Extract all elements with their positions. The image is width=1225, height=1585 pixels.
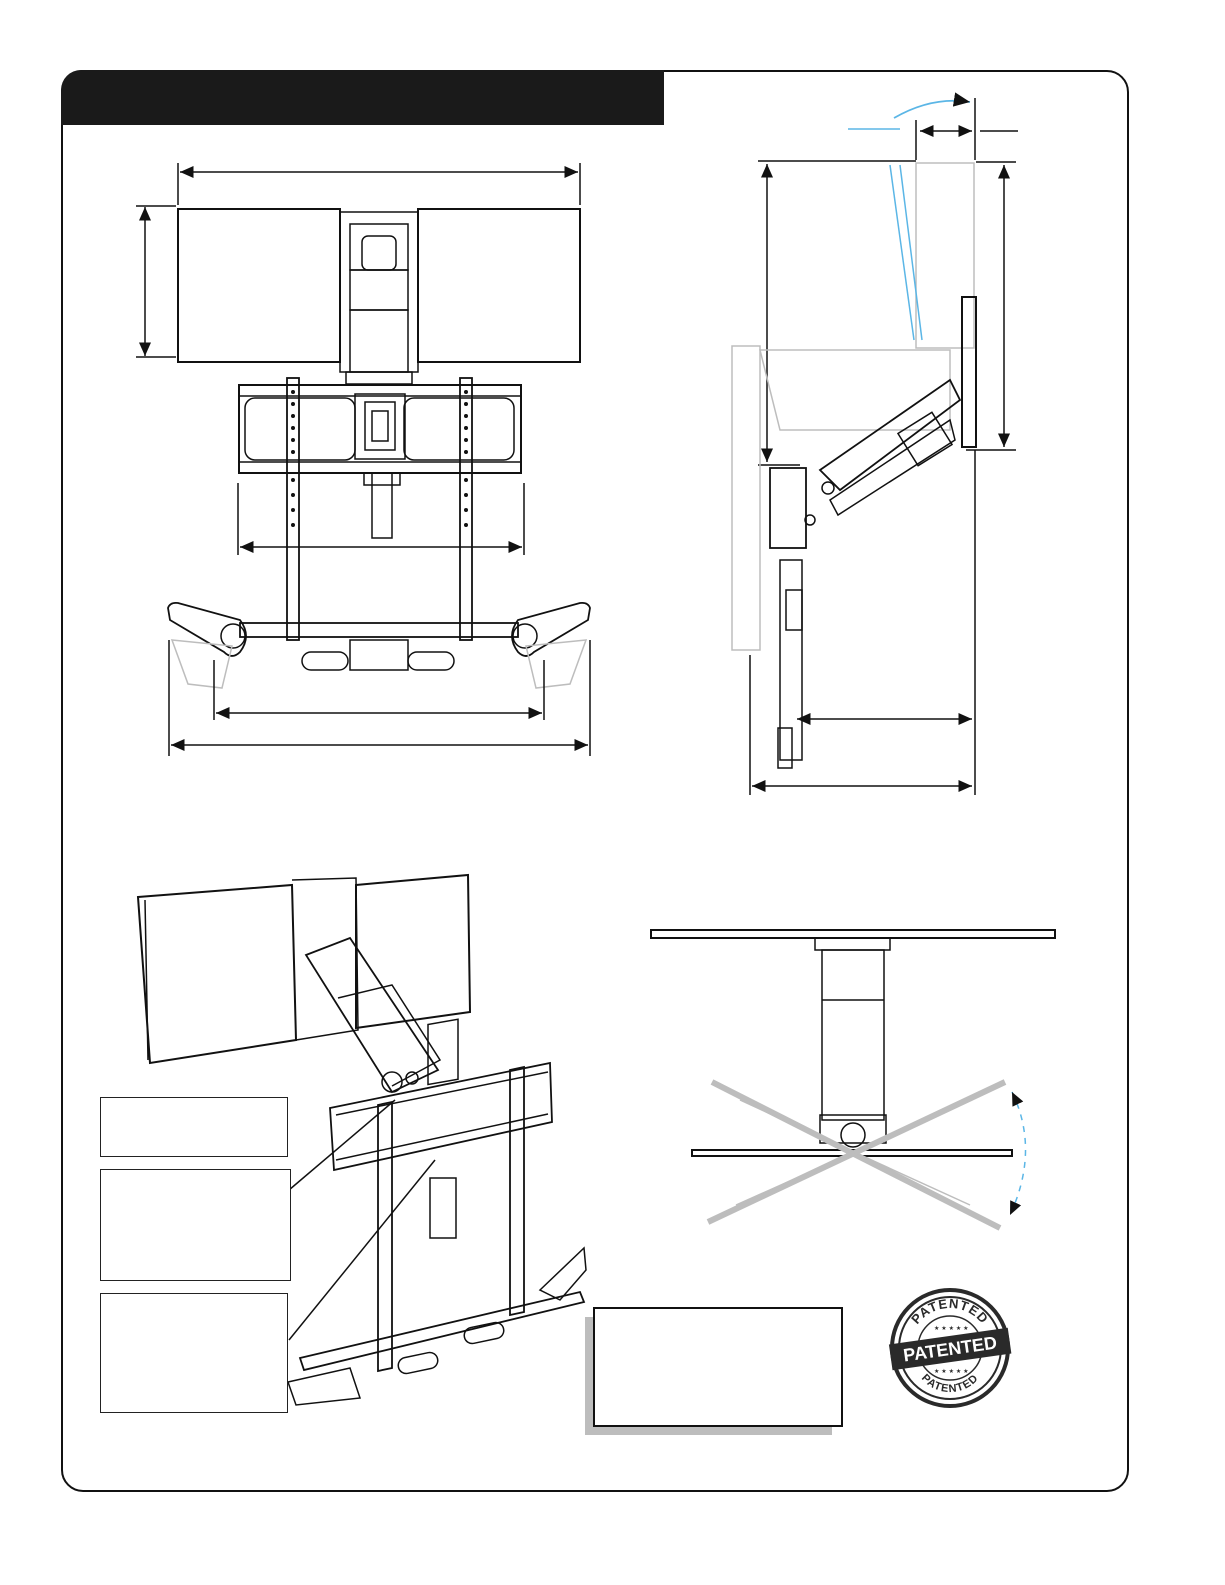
seal-band-text: PATENTED — [902, 1332, 999, 1366]
seal-top-text: PATENTED — [908, 1295, 992, 1327]
swivel-tv-top — [651, 930, 1055, 938]
patented-seal — [887, 1285, 1013, 1411]
svg-text:★ ★ ★ ★ ★: ★ ★ ★ ★ ★ — [934, 1325, 969, 1332]
svg-text:PATENTED — [908, 1296, 991, 1327]
seal-bottom-text: PATENTED — [918, 1372, 982, 1396]
svg-text:PATENTED — [919, 1372, 981, 1395]
swivel-column — [822, 950, 884, 1120]
spec-box — [593, 1307, 843, 1427]
svg-text:★ ★ ★ ★ ★: ★ ★ ★ ★ ★ — [934, 1368, 969, 1375]
